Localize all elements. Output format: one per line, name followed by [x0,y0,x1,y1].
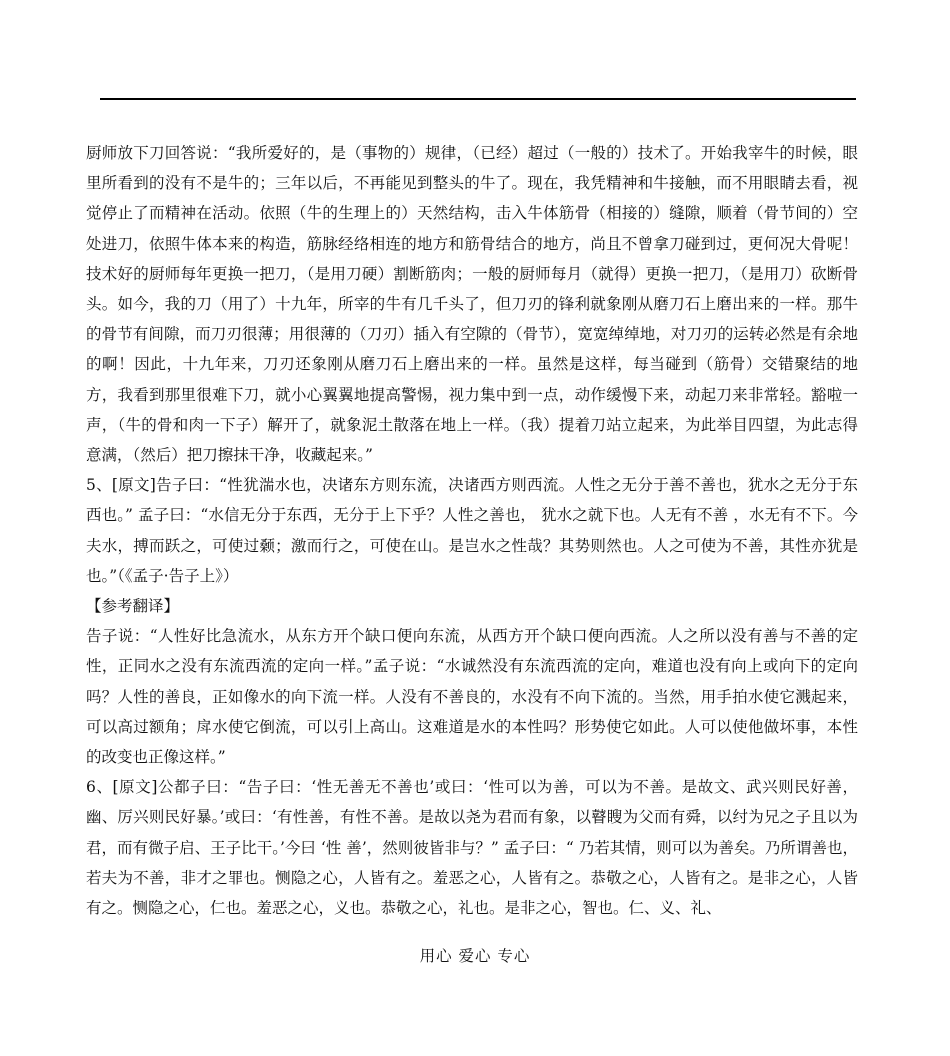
page-footer: 用心 爱心 专心 [419,947,531,965]
header-rule [100,98,856,100]
paragraph-original-6: 6、[原文]公都子曰：“告子曰：‘性无善无不善也’或曰：‘性可以为善，可以为不善。是故文、武兴则民好善，幽、厉兴则民好暴。’或曰：‘有性善，有性不善。是故以尧为君而有象，以瞽瞍为父而有舜，以纣为兄之子且以为君，而有微子启、王子比干。’今曰 ‘性 善’，然则彼皆非与？” 孟子曰：“ 乃若其情，则可以为善矣。乃所谓善也，若夫为不善，非才之罪也。恻隐之心，人皆有之。羞恶之心，人皆有之。恭敬之心，人皆有之。是非之心，人皆有之。恻隐之心，仁也。羞恶之心，义也。恭敬之心，礼也。是非之心，智也。仁、义、礼、 [86,778,858,918]
document-body [86,138,858,923]
paragraph-translation-5: 告子说：“人性好比急流水，从东方开个缺口便向东流，从西方开个缺口便向西流。人之所以没有善与不善的定性，正同水之没有东流西流的定向一样。”孟子说：“水诚然没有东流西流的定向，难道也没有向上或向下的定向吗？人性的善良，正如像水的向下流一样。人没有不善良的，水没有不向下流的。当然，用手拍水使它溅起来，可以高过额角；戽水使它倒流，可以引上高山。这难道是水的本性吗？形势使它如此。人可以使他做坏事，本性的改变也正像这样。” [86,627,858,767]
paragraph-translation-cook: 厨师放下刀回答说：“我所爱好的，是（事物的）规律，（已经）超过（一般的）技术了。开始我宰牛的时候，眼里所看到的没有不是牛的；三年以后，不再能见到整头的牛了。现在，我凭精神和牛接触，而不用眼睛去看，视觉停止了而精神在活动。依照（牛的生理上的）天然结构，击入牛体筋骨（相接的）缝隙，顺着（骨节间的）空处进刀，依照牛体本来的构造，筋脉经络相连的地方和筋骨结合的地方，尚且不曾拿刀碰到过，更何况大骨呢！技术好的厨师每年更换一把刀，（是用刀硬）割断筋肉；一般的厨师每月（就得）更换一把刀，（是用刀）砍断骨头。如今，我的刀（用了）十九年，所宰的牛有几千头了，但刀刃的锋利就象刚从磨刀石上磨出来的一样。那牛的骨节有间隙，而刀刃很薄；用很薄的（刀刃）插入有空隙的（骨节），宽宽绰绰地，对刀刃的运转必然是有余地的啊！因此，十九年来，刀刃还象刚从磨刀石上磨出来的一样。虽然是这样，每当碰到（筋骨）交错聚结的地方，我看到那里很难下刀，就小心翼翼地提高警惕，视力集中到一点，动作缓慢下来，动起刀来非常轻。豁啦一声，（牛的骨和肉一下子）解开了，就象泥土散落在地上一样。（我）提着刀站立起来，为此举目四望，为此志得意满，（然后）把刀擦抹干净，收藏起来。” [86,144,858,465]
paragraph-reference-heading: 【参考翻译】 [86,597,180,616]
paragraph-original-5: 5、[原文]告子曰：“性犹湍水也，决诸东方则东流，决诸西方则西流。人性之无分于善不善也，犹水之无分于东西也。” 孟子曰：“水信无分于东西，无分于上下乎？人性之善也， 犹水之就下也。人无有不善 ，水无有不下。今夫水，搏而跃之，可使过颡；激而行之，可使在山。是岂水之性哉？其势则然也。人之可使为不善，其性亦犹是也。”（《孟子·告子上》） [86,476,858,585]
